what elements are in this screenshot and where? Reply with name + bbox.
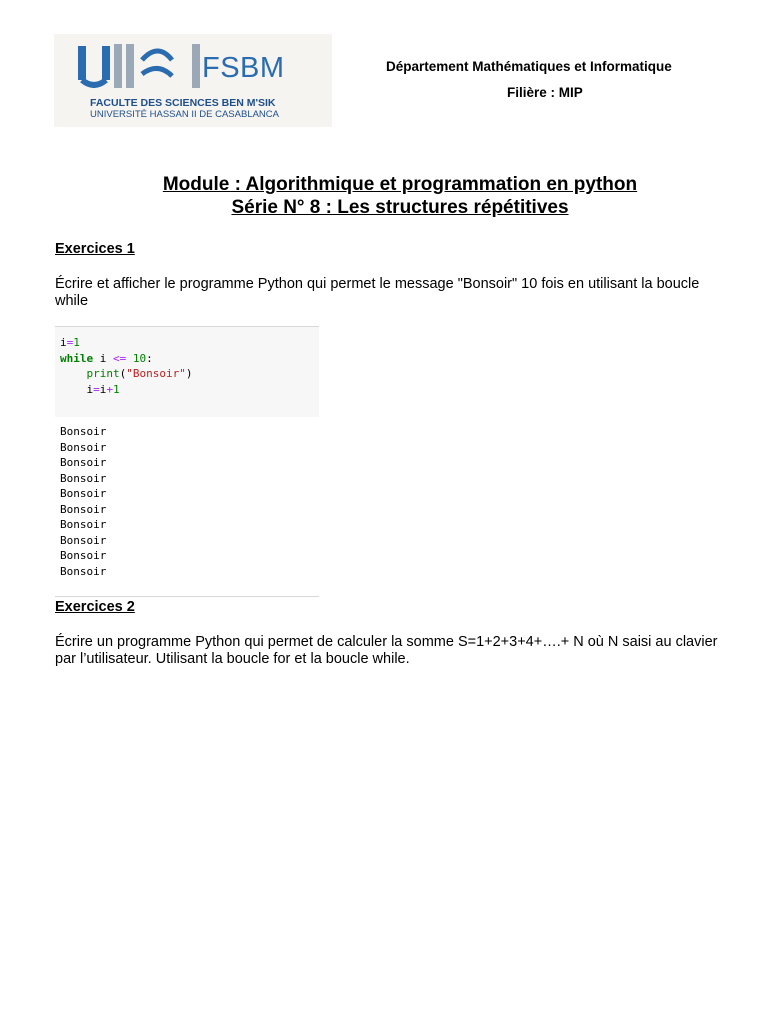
output-line: Bonsoir	[60, 533, 107, 547]
code-block	[60, 335, 192, 397]
output-line: Bonsoir	[60, 518, 107, 531]
code-token: )	[185, 367, 193, 380]
code-token: =	[66, 336, 74, 349]
logo-faculty-text: FACULTE DES SCIENCES BEN M'SIK	[90, 97, 276, 109]
exercise2-statement: Écrire un programme Python qui permet de calculer la somme S=1+2+3+4+….+ N où N saisi au clavier par l’utilisateur. Utilisant la boucle for et la boucle while.	[55, 634, 718, 667]
code-token: print	[86, 367, 120, 380]
output-line: Bonsoir	[60, 502, 107, 516]
output-line: Bonsoir	[60, 487, 107, 500]
code-token	[60, 383, 87, 396]
exercise2-heading: Exercices 2	[55, 599, 135, 615]
exercise1-heading: Exercices 1	[55, 241, 135, 257]
code-cell	[55, 327, 319, 417]
faculty-logo	[54, 34, 332, 127]
output-line: Bonsoir	[60, 440, 107, 454]
code-token	[60, 367, 87, 380]
logo-university-text: UNIVERSITÉ HASSAN II DE CASABLANCA	[90, 109, 279, 120]
filiere-label: Filière : MIP	[507, 85, 583, 100]
code-token: 1	[73, 336, 80, 349]
code-token: i	[93, 351, 113, 365]
code-token: i	[60, 336, 67, 349]
exercise1-statement: Écrire et afficher le programme Python qui permet le message "Bonsoir" 10 fois en utilisant la boucle while	[55, 276, 700, 309]
code-token: <=	[113, 351, 127, 365]
output-line: Bonsoir	[60, 456, 107, 469]
code-output	[60, 424, 106, 579]
code-token: "Bonsoir"	[126, 367, 186, 380]
code-token: 10	[132, 351, 147, 365]
code-token: i	[86, 382, 94, 396]
code-token: (	[119, 367, 127, 380]
code-token: 1	[113, 382, 120, 396]
output-line: Bonsoir	[60, 471, 107, 485]
code-token: :	[146, 351, 153, 365]
logo-fsbm-text: FSBM	[202, 52, 285, 84]
code-cell-bottom-border	[55, 596, 319, 597]
module-title: Module : Algorithmique et programmation en python	[162, 174, 638, 195]
code-token: i	[99, 382, 107, 396]
department-label: Département Mathématiques et Informatique	[386, 59, 672, 74]
code-token: while	[60, 351, 94, 365]
serie-title: Série N° 8 : Les structures répétitives	[231, 197, 569, 218]
code-token: =	[93, 382, 100, 396]
output-line: Bonsoir	[60, 564, 107, 578]
code-token: +	[106, 382, 113, 396]
output-line: Bonsoir	[60, 549, 107, 562]
logo-emblem-icon	[54, 34, 204, 96]
output-line: Bonsoir	[60, 425, 107, 438]
